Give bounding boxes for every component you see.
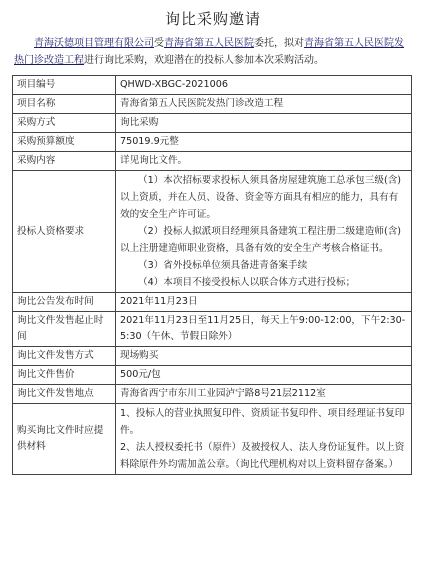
table-row	[13, 366, 412, 385]
intro-text-3: 进行询比采购，欢迎潜在的投标人参加本次采购活动。	[84, 55, 324, 66]
label-qualification: 投标人资格要求	[13, 171, 116, 293]
intro-text-1: 受	[154, 38, 164, 49]
label-announce-date: 询比公告发布时间	[13, 293, 116, 312]
label-project-name: 项目名称	[13, 95, 116, 114]
qualification-item: （1）本次招标要求投标人须具备房屋建筑施工总承包三级(含)以上资质，并在人员、设备、资金等方面具有相应的能力，具有有效的安全生产许可证。	[120, 175, 402, 220]
value-project-name: 青海省第五人民医院发热门诊改造工程	[116, 95, 412, 114]
table-row	[13, 347, 412, 366]
page-title: 询比采购邀请	[164, 10, 261, 28]
value-sale-method: 现场购买	[116, 347, 412, 366]
label-location: 询比文件发售地点	[13, 385, 116, 404]
value-location: 青海省西宁市东川工业园泸宁路8号21层2112室	[116, 385, 412, 404]
label-content: 采购内容	[13, 152, 116, 171]
project-name-inline: 青海省第五人民医院发热门诊改造工程	[14, 38, 404, 66]
label-doc-period: 询比文件发售起止时间	[13, 312, 116, 347]
label-budget: 采购预算额度	[13, 133, 116, 152]
qualification-item: （4）本项目不接受投标人以联合体方式进行投标；	[138, 277, 356, 288]
qualification-item: （2）投标人拟派项目经理须具备建筑工程注册二级建造师(含)以上注册建造师职业资格，具备有效的安全生产考核合格证书。	[120, 226, 402, 254]
intro-paragraph	[14, 35, 412, 69]
label-project-no: 项目编号	[13, 76, 116, 95]
table-row	[13, 114, 412, 133]
client-name: 青海省第五人民医院	[164, 38, 254, 49]
value-price: 500元/包	[116, 366, 412, 385]
intro-text-2: 委托，拟对	[254, 38, 304, 49]
value-doc-period: 2021年11月23日至11月25日，每天上午9:00-12:00，下午2:30-5:30（午休、节假日除外）	[116, 312, 412, 347]
value-project-no: QHWD-XBGC-2021006	[116, 76, 412, 95]
qualification-item: （3）省外投标单位须具备进青备案手续	[138, 260, 308, 271]
label-method: 采购方式	[13, 114, 116, 133]
table-row	[13, 293, 412, 312]
table-row	[13, 133, 412, 152]
value-announce-date: 2021年11月23日	[116, 293, 412, 312]
materials-item: 1、投标人的营业执照复印件、资质证书复印件、项目经理证书复印件。	[120, 408, 405, 436]
label-price: 询比文件售价	[13, 366, 116, 385]
table-row	[13, 171, 412, 293]
label-sale-method: 询比文件发售方式	[13, 347, 116, 366]
label-materials: 购买询比文件时应提供材料	[13, 404, 116, 475]
table-row	[13, 95, 412, 114]
table-row	[13, 312, 412, 347]
table-row	[13, 385, 412, 404]
value-method: 询比采购	[116, 114, 412, 133]
value-content: 详见询比文件。	[116, 152, 412, 171]
table-row	[13, 152, 412, 171]
materials-item: 2、法人授权委托书（原件）及被授权人、法人身份证复件。以上资料除原件外均需加盖公章。（询比代理机构对以上资料留存备案。）	[120, 442, 405, 470]
agency-name: 青海沃德项目管理有限公司	[34, 38, 154, 49]
table-row	[13, 404, 412, 475]
table-row	[13, 76, 412, 95]
value-materials	[116, 404, 412, 475]
value-qualification	[116, 171, 412, 293]
value-budget: 75019.9元整	[116, 133, 412, 152]
procurement-table	[12, 75, 412, 475]
